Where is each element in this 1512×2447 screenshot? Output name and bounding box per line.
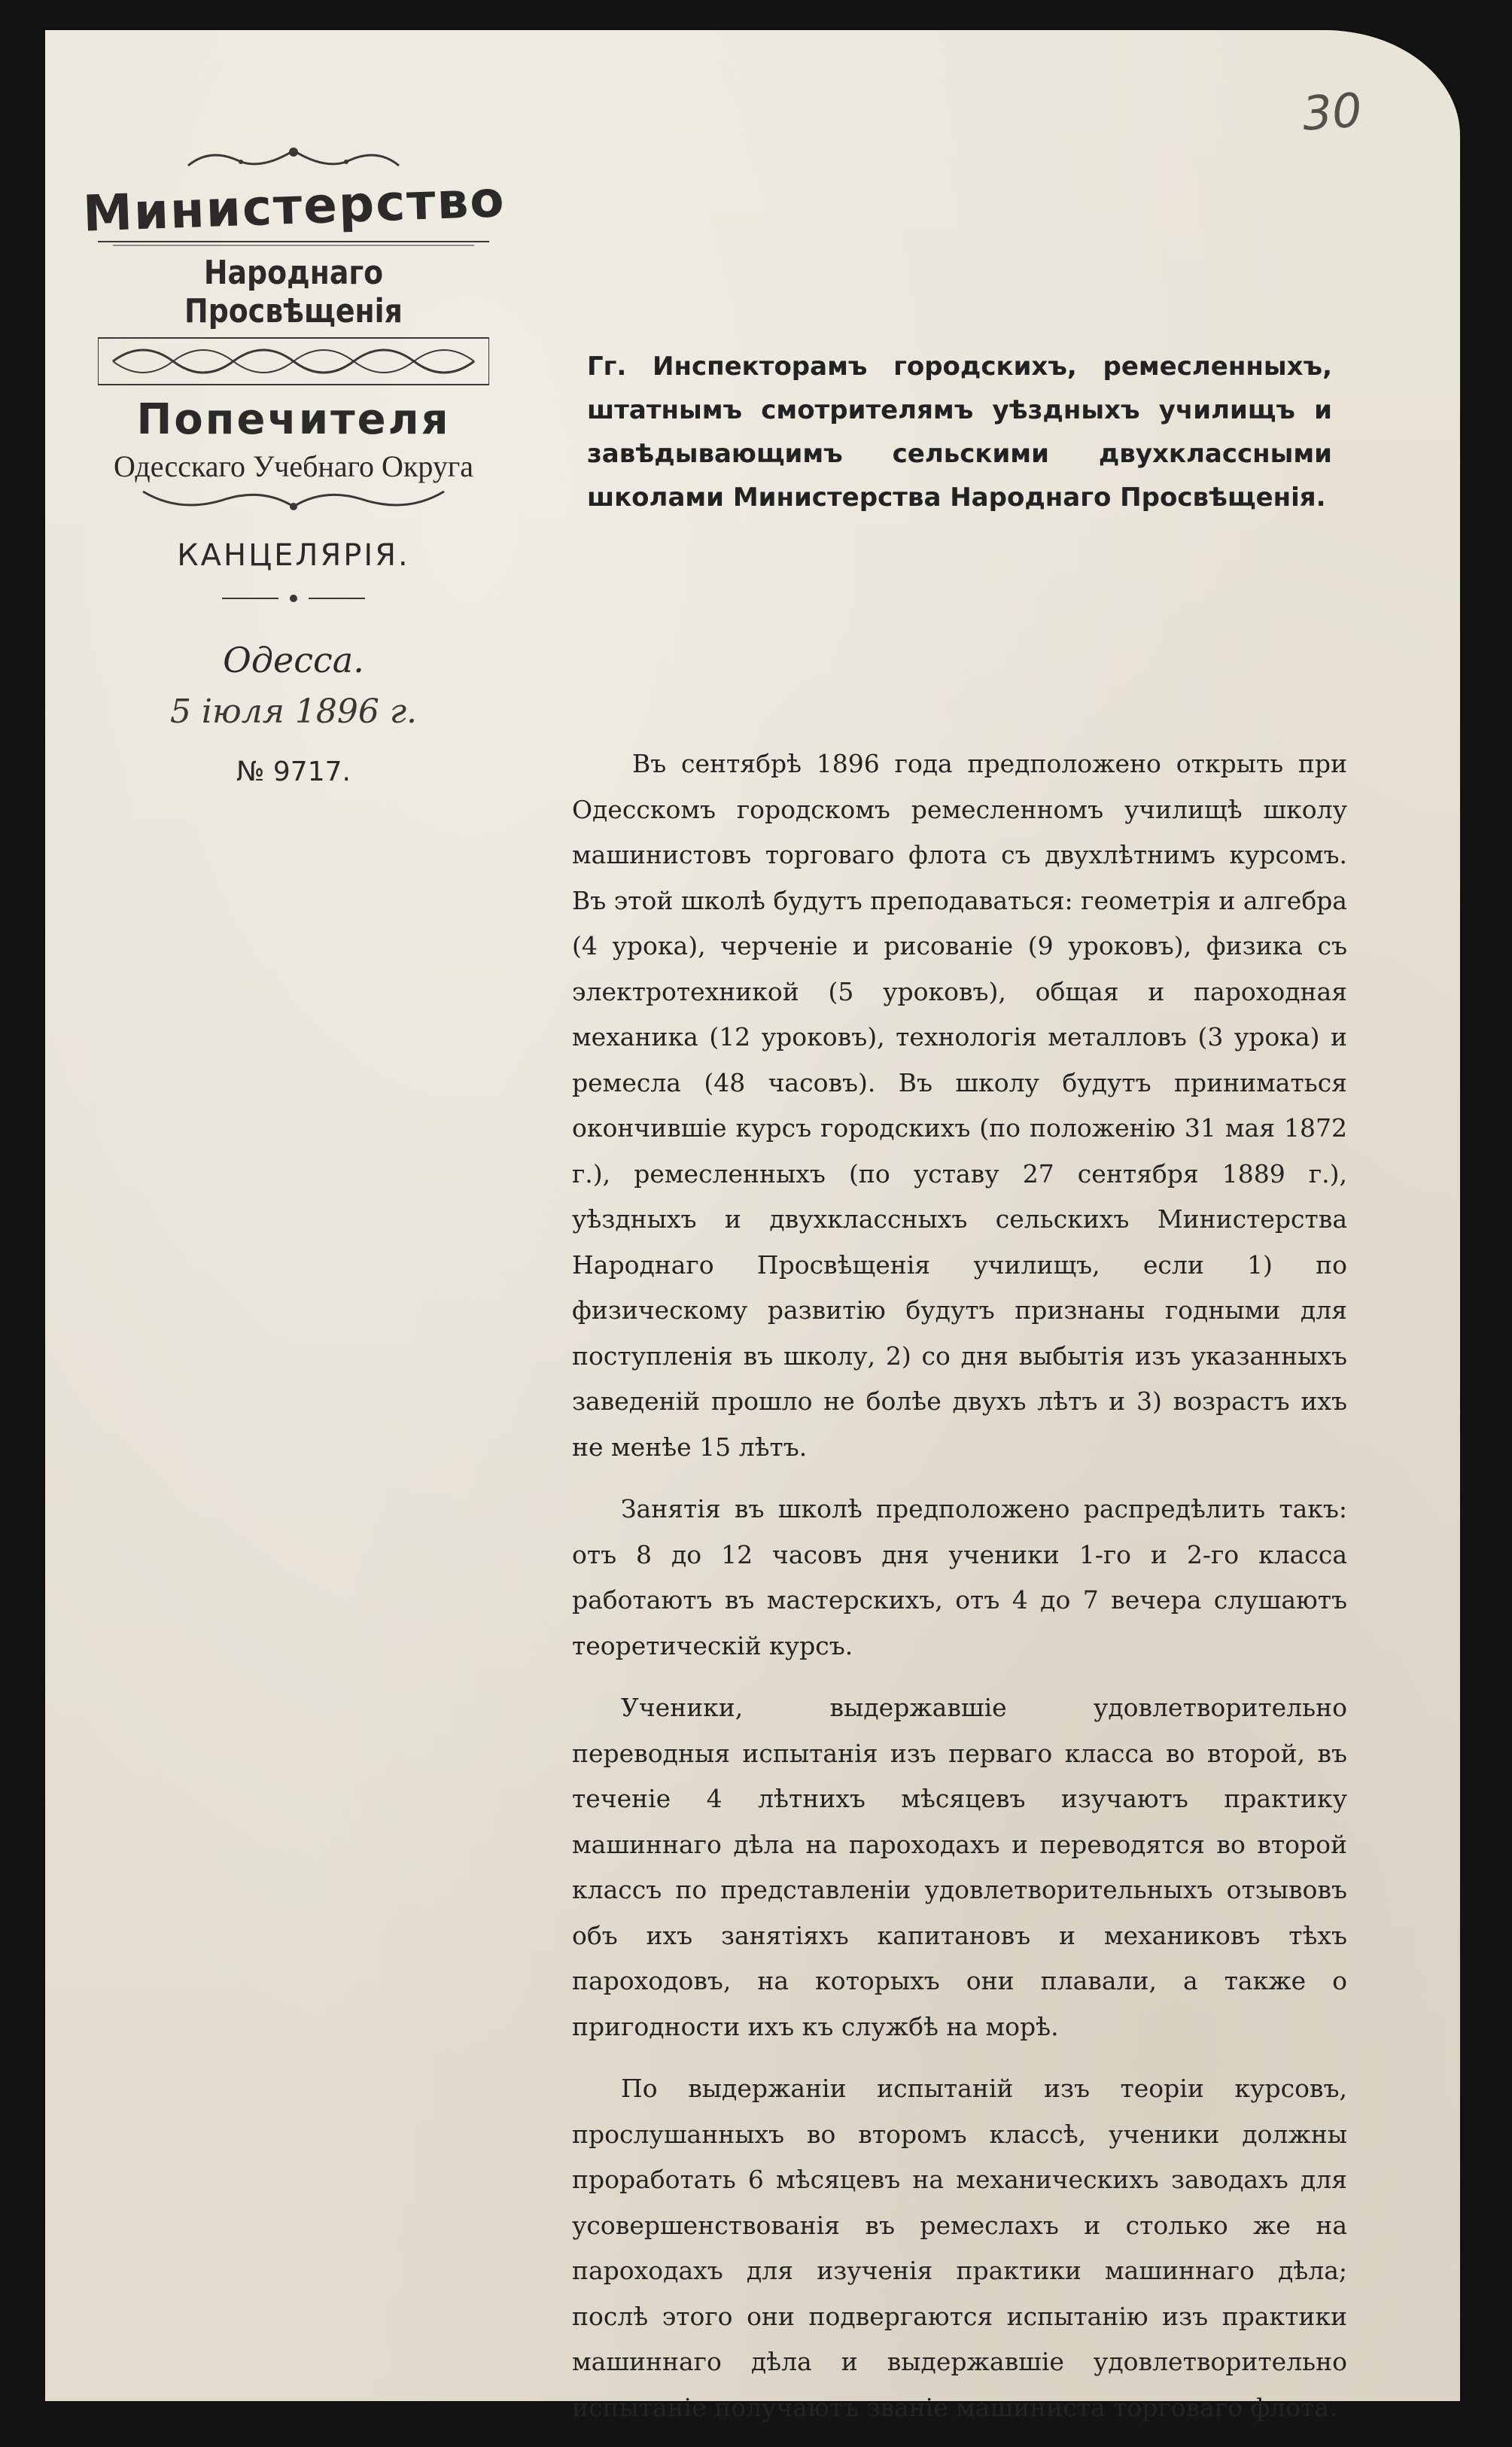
- city: Одесса.: [223, 640, 364, 680]
- paragraph: Ученики, выдержавшіе удовлетворительно переводныя испытанія изъ перваго класса во второй, въ теченіе 4 лѣтнихъ мѣсяцевъ изучаютъ практику машиннаго дѣла на пароходахъ и переводятся во второй классъ по представленіи удовлетворительныхъ отзывовъ объ ихъ занятіяхъ капитановъ и механиковъ тѣхъ пароходовъ, на которыхъ они плавали, а также о пригодности ихъ къ службѣ на морѣ.: [572, 1693, 1347, 2041]
- document-date: 5 іюля 1896 г.: [169, 692, 418, 731]
- document-number: № 9717.: [236, 756, 351, 787]
- document-body: [572, 741, 1347, 2447]
- paragraph: Въ сентябрѣ 1896 года предположено открыть при Одесскомъ городскомъ ремесленномъ училищѣ школу машинистовъ торговаго флота съ двухлѣтнимъ курсомъ. Въ этой школѣ будутъ преподаваться: геометрія и алгебра (4 урока), черченіе и рисованіе (9 уроковъ), физика съ электротехникой (5 уроковъ), общая и пароходная механика (12 уроковъ), технологія металловъ (3 урока) и ремесла (48 часовъ). Въ школу будутъ приниматься окончившіе курсъ городскихъ (по положенію 31 мая 1872 г.), ремесленныхъ (по уставу 27 сентября 1889 г.), уѣздныхъ и двухклассныхъ сельскихъ Министерства Народнаго Просвѣщенія училищъ, если 1) по физическому развитію будутъ признаны годными для поступленія въ школу, 2) со дня выбытія изъ указанныхъ заведеній прошло не болѣе двухъ лѣтъ и 3) возрастъ ихъ не менѣе 15 лѣтъ.: [572, 749, 1347, 1462]
- letterhead-trustee: Попечителя: [136, 395, 451, 444]
- bottom-ornament-icon: [135, 484, 452, 514]
- band-ornament-icon: [98, 335, 489, 388]
- top-ornament-icon: [181, 143, 406, 173]
- letterhead-ministry-name: Народнаго Просвѣщенія: [184, 254, 403, 330]
- paragraph: По выдержаніи испытаній изъ теоріи курсовъ, прослушанныхъ во второмъ классѣ, ученики должны проработать 6 мѣсяцевъ на механическихъ заводахъ для усовершенствованія въ ремеслахъ и столько же на пароходахъ для изученія практики машиннаго дѣла; послѣ этого они подвергаются испытанію изъ практики машиннаго дѣла и выдержавшіе удовлетворительно испытаніе получаютъ званіе машиниста торговаго флота.: [572, 2074, 1347, 2422]
- paragraph: Занятія въ школѣ предположено распредѣлить такъ: отъ 8 до 12 часовъ дня ученики 1-го и 2-го класса работаютъ въ мастерскихъ, отъ 4 до 7 вечера слушаютъ теоретическій курсъ.: [572, 1494, 1347, 1660]
- addressee: Гг. Инспекторамъ городскихъ, ремесленныхъ, штатнымъ смотрителямъ уѣздныхъ училищъ и завѣдывающимъ сельскими двухклассными школами Министерства Народнаго Просвѣщенія.: [587, 352, 1332, 513]
- letterhead-ministry: Министерство: [81, 170, 507, 243]
- letterhead: [81, 143, 507, 514]
- archive-page-number: 30: [1301, 82, 1364, 142]
- letterhead-district: Одесскаго Учебнаго Округа: [113, 449, 474, 483]
- divider-icon: [222, 591, 365, 606]
- office-title: КАНЦЕЛЯРІЯ.: [177, 538, 410, 573]
